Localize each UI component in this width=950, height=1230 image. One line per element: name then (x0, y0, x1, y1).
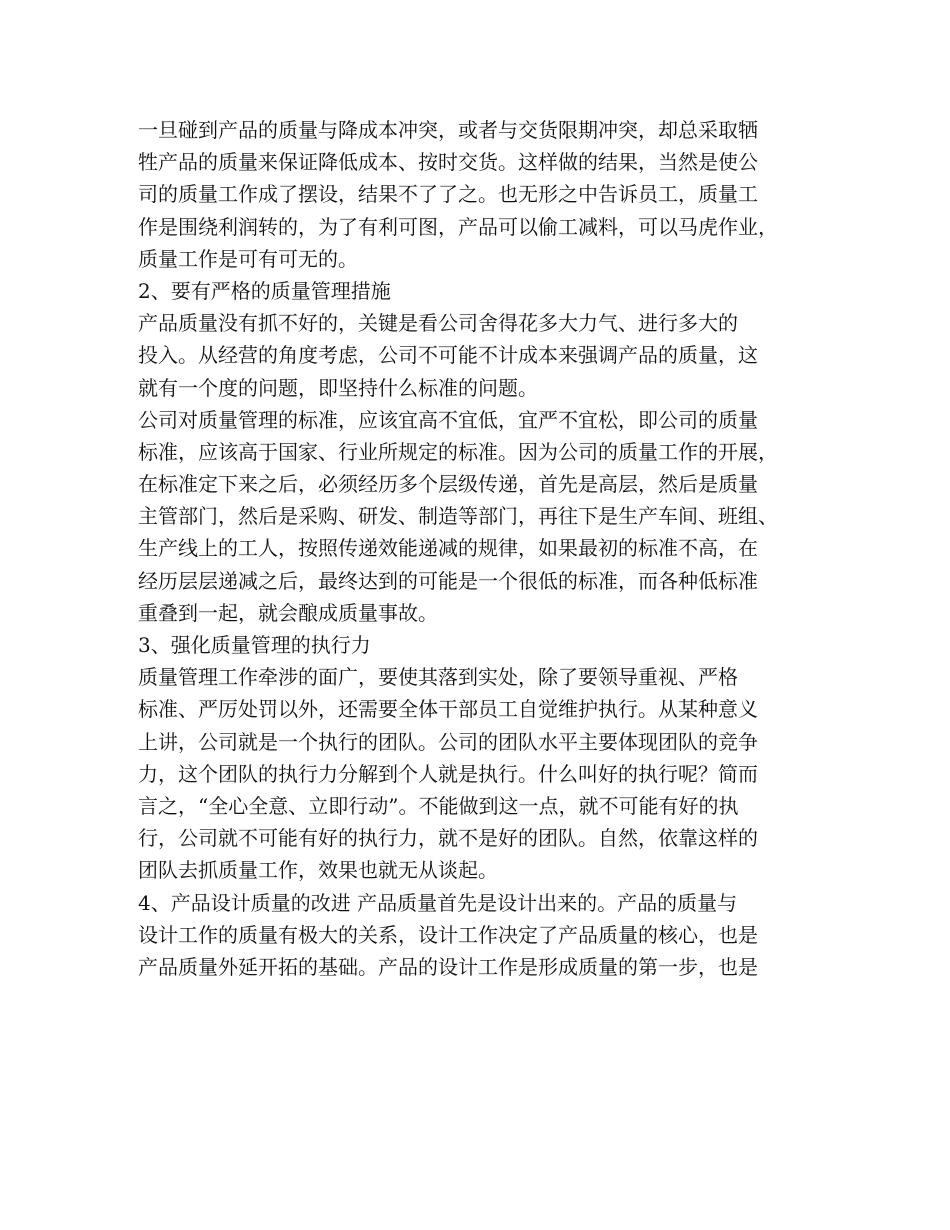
text-line: 重叠到一起，就会酿成质量事故。 (138, 600, 438, 625)
text-line: 作是围绕利润转的，为了有利可图，产品可以偷工减料，可以马虎作业， (138, 214, 778, 239)
text-line: 质量工作是可有可无的。 (138, 246, 358, 271)
section-heading: 2、要有严格的质量管理措施 (138, 278, 391, 303)
text-line: 就有一个度的问题，即坚持什么标准的问题。 (138, 375, 538, 400)
text-line: 上讲，公司就是一个执行的团队。公司的团队水平主要体现团队的竞争 (138, 729, 758, 754)
text-line: 质量管理工作牵涉的面广，要使其落到实处，除了要领导重视、严格 (138, 665, 738, 690)
text-line: 言之，“全心全意、立即行动”。不能做到这一点，就不可能有好的执 (138, 793, 739, 818)
text-line: 生产线上的工人，按照传递效能递减的规律，如果最初的标准不高，在 (138, 536, 758, 561)
text-line: 公司对质量管理的标准，应该宜高不宜低，宜严不宜松，即公司的质量 (138, 407, 758, 432)
text-line: 投入。从经营的角度考虑，公司不可能不计成本来强调产品的质量，这 (138, 343, 758, 368)
text-line: 行，公司就不可能有好的执行力，就不是好的团队。自然，依靠这样的 (138, 826, 758, 851)
text-line: 力，这个团队的执行力分解到个人就是执行。什么叫好的执行呢？简而 (138, 761, 758, 786)
text-line: 产品质量没有抓不好的，关键是看公司舍得花多大力气、进行多大的 (138, 311, 738, 336)
text-line: 牲产品的质量来保证降低成本、按时交货。这样做的结果，当然是使公 (138, 150, 758, 175)
text-line: 团队去抓质量工作，效果也就无从谈起。 (138, 858, 498, 883)
text-line: 一旦碰到产品的质量与降成本冲突，或者与交货限期冲突，却总采取牺 (138, 118, 758, 142)
text-line: 司的质量工作成了摆设，结果不了了之。也无形之中告诉员工，质量工 (138, 182, 758, 207)
text-line: 在标准定下来之后，必须经历多个层级传递，首先是高层，然后是质量 (138, 472, 758, 497)
text-line: 标准、严厉处罚以外，还需要全体干部员工自觉维护执行。从某种意义 (138, 697, 758, 722)
document-page (138, 114, 828, 983)
text-line: 标准，应该高于国家、行业所规定的标准。因为公司的质量工作的开展， (138, 439, 778, 464)
text-line: 设计工作的质量有极大的关系，设计工作决定了产品质量的核心，也是 (138, 922, 758, 947)
text-line: 经历层层递减之后，最终达到的可能是一个很低的标准，而各种低标准 (138, 568, 758, 593)
section-heading: 4、产品设计质量的改进 产品质量首先是设计出来的。产品的质量与 (138, 890, 738, 915)
text-line: 主管部门，然后是采购、研发、制造等部门，再往下是生产车间、班组、 (138, 504, 778, 529)
section-heading: 3、强化质量管理的执行力 (138, 633, 371, 657)
text-line: 产品质量外延开拓的基础。产品的设计工作是形成质量的第一步，也是 (138, 954, 758, 979)
